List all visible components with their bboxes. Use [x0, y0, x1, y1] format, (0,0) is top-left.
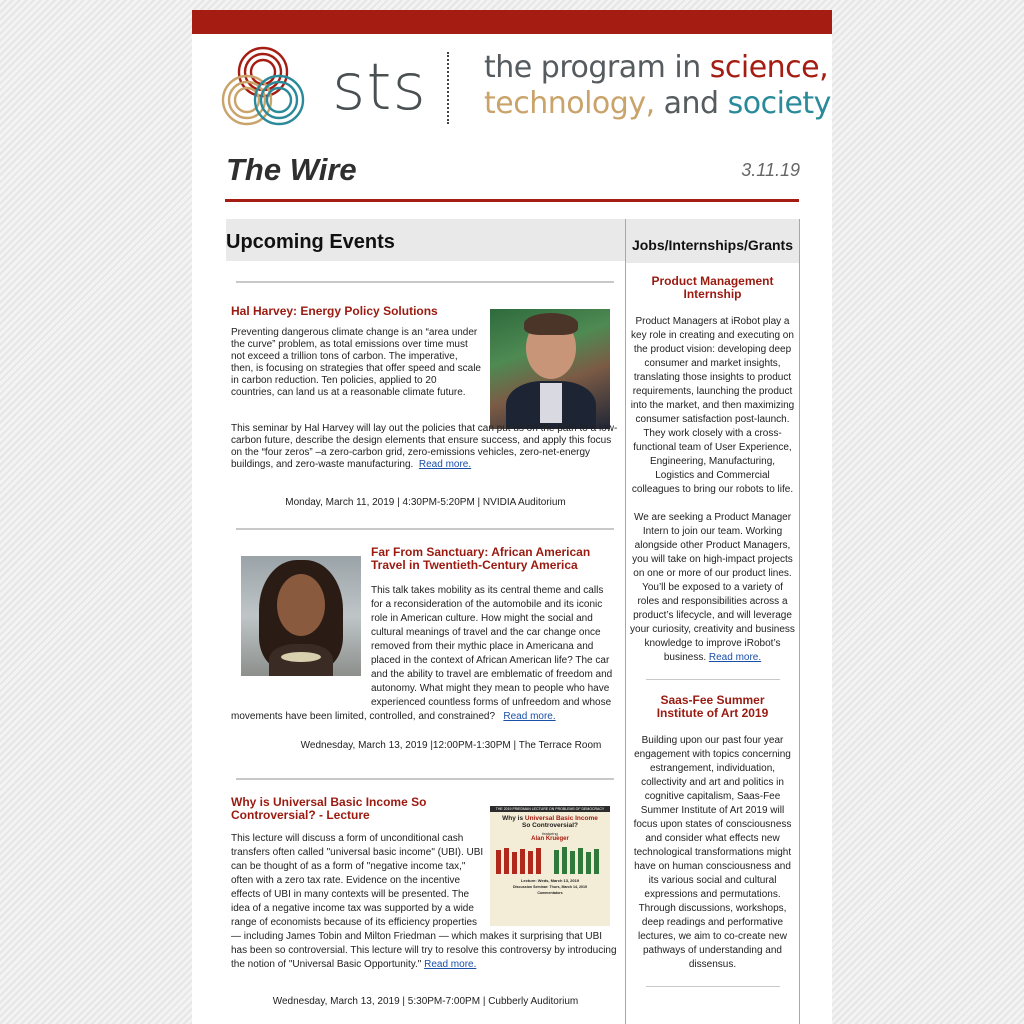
event-description-text: This lecture will discuss a form of unconditional cash transfers often called "universal basic income" (UBI). UBI can be thought of as a form of "negative income tax," often with a zero tax rate. Evidence on the incentive effects of UBI in many contexts will be presented. The idea of a negative income tax was supported by a wide range of economists because of its efficiency properties — including James Tobin and Milton Friedman — which makes it surprising that UBI has been so controversial. This lecture will try to resolve this controversy by introducing the notion of "Universal Basic Opportunity."	[231, 833, 617, 970]
event-item	[226, 780, 625, 1020]
title-divider	[225, 199, 799, 202]
tagline-prefix: the program in	[484, 50, 710, 85]
tagline-technology: technology,	[484, 86, 655, 121]
jobs-heading: Jobs/Internships/Grants	[626, 219, 799, 263]
poster-featuring: featuring	[542, 831, 558, 836]
event-description	[231, 423, 621, 471]
program-tagline	[484, 50, 831, 122]
read-more-link[interactable]: Read more.	[418, 459, 472, 470]
event-datetime: Monday, March 11, 2019 | 4:30PM-5:20PM | NVIDIA Auditorium	[285, 497, 566, 508]
event-description	[231, 832, 620, 972]
event-description-text: This seminar by Hal Harvey will lay out the policies that can put us on the path to a low-carbon future, describe the design elements that ensure success, and apply this focus on the “four zeros” –a zero-carbon grid, zero-emissions vehicles, zero-net-energy buildings, and zero-waste manufacturing.	[231, 423, 618, 470]
tagline-science: science,	[709, 50, 829, 85]
event-description-text: This talk takes mobility as its central theme and calls for a reconsideration of the automobile and its iconic role in American culture. How might the social and cultural meanings of travel and the car change once removed from their mythic place in Americana and placed in the context of African American life? The car and the ability to travel are emblematic of freedom and autonomy. What might they mean to people who have experienced countless forms of unfreedom and whose movements have been limited, controlled, and constrained?	[231, 585, 613, 722]
poster-speaker: Alan Krueger	[531, 836, 569, 842]
sts-logo-icon	[219, 42, 309, 130]
events-column	[226, 219, 625, 1020]
job-description: Building upon our past four year engagement with topics concerning estrangement, individuation, collectivity and art and politics in cognitive capitalism, Saas-Fee Summer Institute of Art 2019 will focus upon states of consciousness and consider what effects new technological transformations might have on human consciousness and its various social and cultural expressions and permutations. Through discussions, workshops, deep readings and performative lectures, we aim to co-create new pathways of understanding and dissensus.	[633, 735, 792, 970]
newsletter-sheet	[192, 10, 832, 1024]
event-datetime: Wednesday, March 13, 2019 | 5:30PM-7:00PM | Cubberly Auditorium	[272, 996, 579, 1007]
poster-title-a: Why is	[502, 815, 525, 822]
event-title: Why is Universal Basic Income So Controversial? - Lecture	[231, 795, 427, 822]
hal-harvey-photo	[490, 309, 610, 429]
job-description-text: We are seeking a Product Manager Intern to join our team. Working alongside other Product Managers, you will take on high-impact projects on one or more of our product lines. You’ll be exposed to a variety of roles and responsibilities across a product’s lifecycle, and will leverage your curiosity, creativity and business knowledge to improve iRobot’s business.	[630, 512, 795, 663]
event-datetime: Wednesday, March 13, 2019 |12:00PM-1:30PM | The Terrace Room	[300, 740, 602, 751]
event-item	[226, 283, 625, 528]
poster-title-c: So Controversial?	[522, 822, 578, 829]
read-more-link[interactable]: Read more.	[503, 711, 556, 722]
job-description: Product Managers at iRobot play a key role in creating and executing on the product vision: developing deep consumer and market insights, translating those insights to product requirements, launching the product into the market, and then maximizing consumer satisfaction post-launch. They work closely with a cross-functional team of User Experience, Engineering, Manufacturing, Logistics and Commercial colleagues to bring our robots to life.	[630, 316, 795, 495]
poster-header: THE 2019 FRIEDMAN LECTURE ON PROBLEMS OF DEMOCRACY	[490, 806, 610, 812]
newsletter-title: The Wire	[226, 152, 357, 187]
sts-wordmark: sts	[332, 51, 427, 125]
newsletter-date: 3.11.19	[741, 160, 800, 180]
top-accent-bar	[192, 10, 832, 34]
image-spacer	[486, 832, 620, 922]
read-more-link[interactable]: Read more.	[424, 959, 477, 970]
event-title: Far From Sanctuary: African American Travel in Twentieth-Century America	[371, 545, 591, 572]
events-heading: Upcoming Events	[226, 219, 625, 261]
event-description	[231, 584, 615, 724]
tagline-society: society	[727, 86, 831, 121]
event-item	[226, 530, 625, 778]
poster-title-b: Universal Basic Income	[524, 815, 598, 822]
job-title: Saas-Fee Summer Institute of Art 2019	[656, 693, 769, 720]
job-title: Product Management Internship	[651, 274, 774, 301]
jobs-sidebar	[625, 219, 800, 1024]
event-title: Hal Harvey: Energy Policy Solutions	[231, 304, 438, 318]
read-more-link[interactable]: Read more.	[708, 652, 762, 663]
poster-commentators: Commentators	[537, 891, 563, 895]
poster-lecture: Lecture: Weds, March 13, 2019	[520, 878, 580, 883]
poster-title	[490, 815, 610, 829]
poster-seminar: Discussion Seminar: Thurs, March 14, 2019	[512, 885, 588, 889]
image-spacer	[231, 584, 371, 710]
sidebar-divider	[646, 986, 780, 987]
event-description: Preventing dangerous climate change is an “area under the curve” problem, as total emissions over time must not exceed a trillion tons of carbon. The imperative, then, is focusing on strategies that offer speed and scale in carbon reduction. Ten policies, applied to 20 countries, can land us at a reasonable climate future.	[231, 327, 481, 398]
tagline-and: and	[654, 86, 728, 121]
header-divider	[447, 52, 449, 124]
job-description	[626, 511, 799, 665]
